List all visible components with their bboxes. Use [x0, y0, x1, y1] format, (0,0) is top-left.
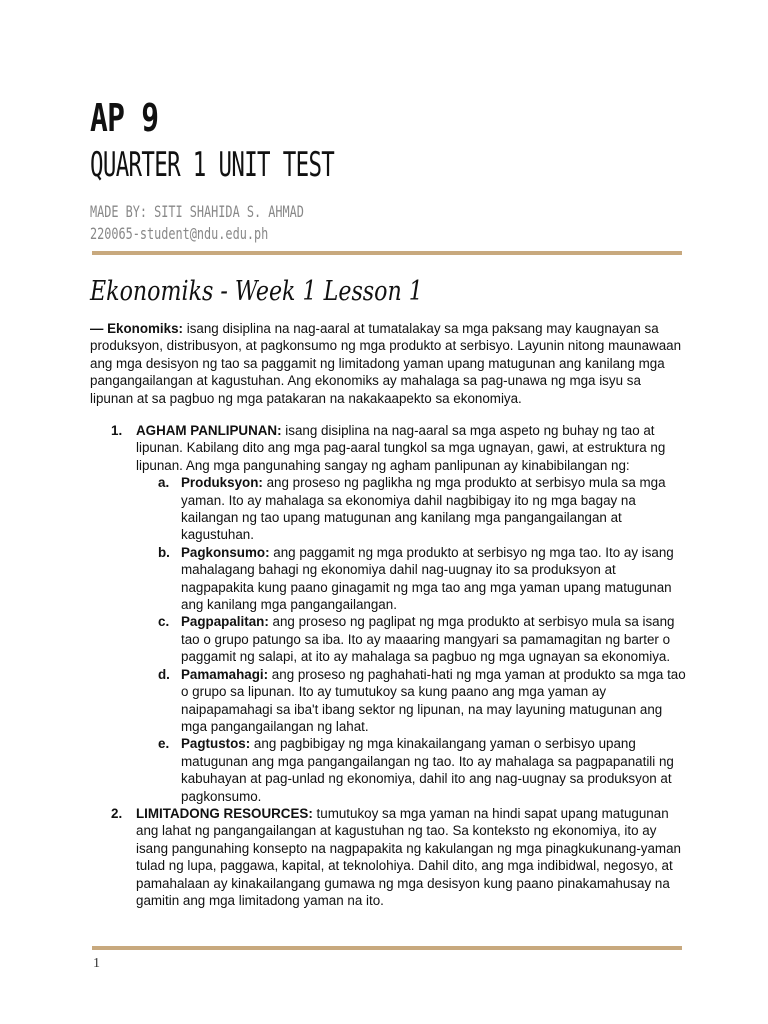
- footer-divider: [92, 946, 682, 950]
- sub-item-text: ang proseso ng paglikha ng mga produkto at serbisyo mula sa mga yaman. Ito ay mahalaga sa ekonomiya dahil nagbibigay ito ng mga bagay na kailangan ng tao upang matugunan ang kanilang mga pangangailangan at kagustuhan.: [181, 475, 666, 543]
- intro-text: isang disiplina na nag-aaral at tumatalakay sa mga paksang may kaugnayan sa produksyon, distribusyon, at pagkonsumo ng mga produkto at serbisyo. Layunin nitong maunawaan ang mga desisyon ng tao sa paggamit ng limitadong yaman upang matugunan ang kanilang mga pangangailangan at kagustuhan. Ang ekonomiks ay mahalaga sa pag-unawa ng mga isyu sa lipunan at sa pagbuo ng mga patakaran na nakakaapekto sa ekonomiya.: [90, 321, 682, 406]
- list-item: [90, 422, 686, 805]
- sub-item-text: ang proseso ng paghahati-hati ng mga yaman at produkto sa mga tao o grupo sa lipunan. Ito ay tumutukoy sa kung paano ang mga yaman ay naipapamahagi sa iba't ibang sektor ng lipunan, na may layuning matugunan ang mga pangangailangan ng lahat.: [181, 666, 686, 734]
- sub-item-term: Pagpapalitan:: [181, 614, 269, 630]
- list-item-text: tumutukoy sa mga yaman na hindi sapat upang matugunan ang lahat ng pangangailangan at kagustuhan ng tao. Sa konteksto ng ekonomiya, ito ay isang pangunahing konsepto na nagpapakita ng kakulangan ng mga pinagkukunang-yaman tulad ng lupa, paggawa, kapital, at teknolohiya. Dahil dito, ang mga indibidwal, negosyo, at pamahalaan ay kinakailangang gumawa ng mga desisyon kung paano pinakamahusay na gamitin ang mga limitadong yaman na ito.: [136, 805, 681, 908]
- sub-list-item: [136, 735, 686, 805]
- sub-item-letter: d.: [158, 666, 170, 682]
- sub-list: [136, 474, 686, 805]
- sub-list-item: [136, 613, 686, 665]
- document-title: QUARTER 1 UNIT TEST: [90, 145, 335, 185]
- sub-item-text: ang proseso ng paglipat ng mga produkto at serbisyo mula sa isang tao o grupo patungo sa iba. Ito ay maaaring mangyari sa pamamagitan ng barter o paggamit ng salapi, at ito ay mahalaga sa pagbuo ng mga ugnayan sa ekonomiya.: [181, 614, 675, 665]
- sub-item-letter: a.: [158, 475, 170, 491]
- course-title: AP 9: [90, 96, 159, 140]
- sub-item-text: ang paggamit ng mga produkto at serbisyo ng mga tao. Ito ay isang mahalagang bahagi ng ekonomiya dahil nag-uugnay ito sa produksyon at nagpapakita kung paano ginagamit ng mga tao ang mga yaman upang matugunan ang kanilang mga pangangailangan.: [181, 544, 674, 613]
- sub-item-letter: e.: [158, 736, 170, 752]
- sub-item-letter: b.: [158, 544, 170, 560]
- main-list: [90, 422, 686, 909]
- sub-item-letter: c.: [158, 614, 170, 630]
- author-line: MADE BY: SITI SHAHIDA S. AHMAD: [90, 202, 304, 221]
- sub-item-term: Pagkonsumo:: [181, 544, 270, 560]
- sub-item-text: ang pagbibigay ng mga kinakailangang yaman o serbisyo upang matugunan ang mga pangangailangan ng tao. Ito ay mahalaga sa pagpapanatili ng kabuhayan at pag-unlad ng ekonomiya, dahil ito ang nag-uugnay sa produksyon at pagkonsumo.: [181, 736, 674, 804]
- lesson-heading: Ekonomiks - Week 1 Lesson 1: [90, 276, 423, 307]
- list-item-number: 2.: [111, 805, 123, 821]
- list-item-text: isang disiplina na nag-aaral sa mga aspeto ng buhay ng tao at lipunan. Kabilang dito ang mga pag-aaral tungkol sa mga ugnayan, gawi, at estruktura ng lipunan. Ang mga pangunahing sangay ng agham panlipunan ay kinabibilangan ng:: [136, 423, 666, 473]
- page-number: 1: [93, 956, 100, 971]
- sub-item-term: Produksyon:: [181, 475, 263, 491]
- author-email: 220065-student@ndu.edu.ph: [90, 224, 269, 243]
- intro-term: — Ekonomiks:: [90, 321, 184, 336]
- sub-list-item: [136, 666, 686, 736]
- sub-item-term: Pamamahagi:: [181, 666, 269, 682]
- sub-list-item: [136, 544, 686, 614]
- sub-list-item: [136, 474, 686, 544]
- list-item-number: 1.: [111, 423, 123, 438]
- list-item-term: AGHAM PANLIPUNAN:: [136, 423, 282, 438]
- intro-paragraph: [90, 320, 686, 407]
- list-item: [90, 805, 686, 909]
- sub-item-term: Pagtustos:: [181, 736, 251, 752]
- header-divider: [92, 251, 682, 255]
- list-item-term: LIMITADONG RESOURCES:: [136, 805, 313, 821]
